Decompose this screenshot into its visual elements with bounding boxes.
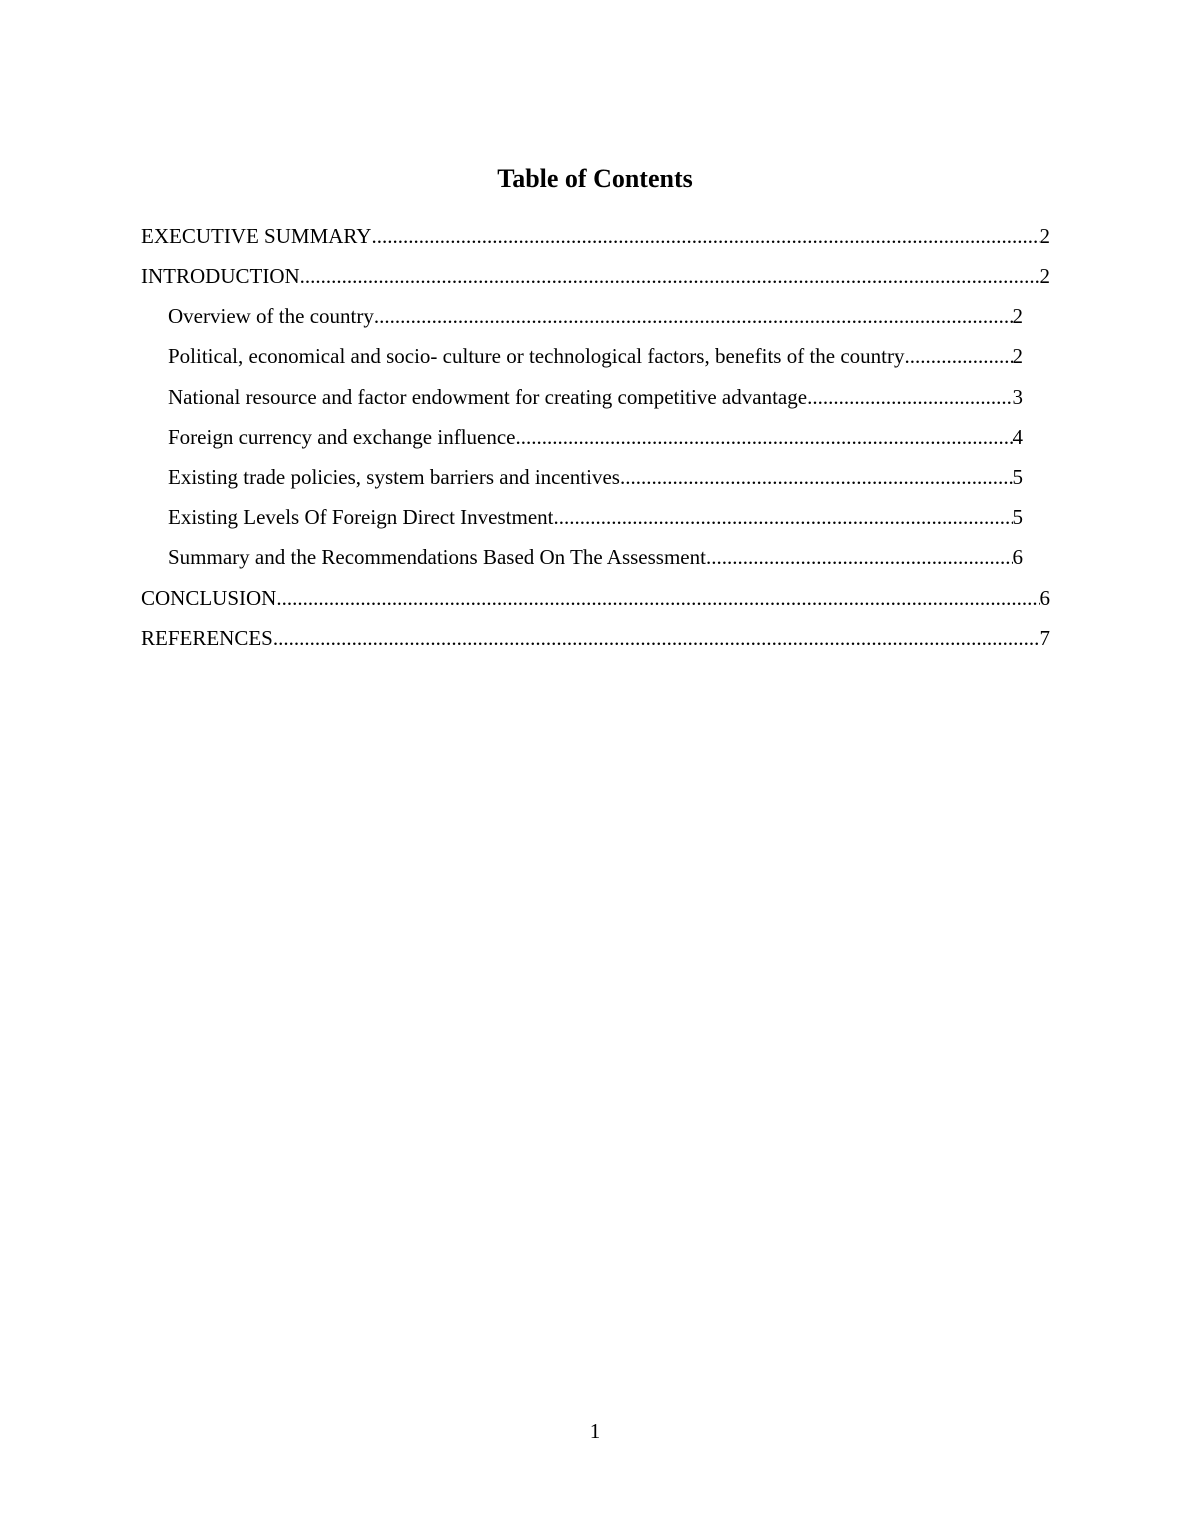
toc-entry-label: Overview of the country [168, 304, 374, 328]
toc-entry-fdi-levels[interactable] [168, 497, 1023, 537]
toc-entry-conclusion[interactable] [141, 578, 1050, 618]
toc-entry-page: 5 [1012, 465, 1023, 489]
toc-dot-leader [620, 457, 1013, 497]
toc-entry-label: Summary and the Recommendations Based On The Assessment [168, 545, 706, 569]
toc-entry-label: Foreign currency and exchange influence [168, 425, 516, 449]
toc-entry-summary-recommendations[interactable] [168, 537, 1023, 577]
toc-dot-leader [905, 336, 1013, 376]
toc-entry-label: Political, economical and socio- culture or technological factors, benefits of the country [168, 344, 905, 368]
toc-dot-leader [807, 377, 1012, 417]
toc-entry-page: 6 [1012, 545, 1023, 569]
page-number: 1 [589, 1419, 601, 1443]
toc-entry-page: 5 [1012, 505, 1023, 529]
toc-entry-page: 6 [1039, 586, 1050, 610]
toc-entry-page: 2 [1039, 264, 1050, 288]
toc-entry-label: Existing Levels Of Foreign Direct Investment [168, 505, 554, 529]
toc-entry-label: INTRODUCTION [141, 264, 300, 288]
toc-dot-leader [554, 497, 1013, 537]
toc-entry-page: 7 [1039, 626, 1050, 650]
toc-entry-pest-factors[interactable] [168, 336, 1023, 376]
toc-entry-references[interactable] [141, 618, 1050, 658]
toc-entry-page: 4 [1012, 425, 1023, 449]
toc-entry-page: 2 [1039, 224, 1050, 248]
toc-entry-national-resource[interactable] [168, 377, 1023, 417]
toc-dot-leader [276, 578, 1039, 618]
toc-dot-leader [374, 296, 1013, 336]
toc-entry-trade-policies[interactable] [168, 457, 1023, 497]
toc-entry-label: REFERENCES [141, 626, 273, 650]
toc-dot-leader [706, 537, 1013, 577]
toc-entry-page: 2 [1012, 344, 1023, 368]
toc-entry-page: 2 [1012, 304, 1023, 328]
toc-entry-label: National resource and factor endowment for creating competitive advantage [168, 385, 808, 409]
toc-entry-executive-summary[interactable] [141, 216, 1050, 256]
toc-entry-overview[interactable] [168, 296, 1023, 336]
toc-dot-leader [516, 417, 1013, 457]
toc-entry-introduction[interactable] [141, 256, 1050, 296]
toc-entry-page: 3 [1012, 385, 1023, 409]
toc-entry-label: EXECUTIVE SUMMARY [141, 224, 372, 248]
toc-entry-label: Existing trade policies, system barriers and incentives [168, 465, 620, 489]
toc-dot-leader [273, 618, 1040, 658]
toc-dot-leader [371, 216, 1039, 256]
page-title: Table of Contents [497, 164, 693, 193]
toc-entry-label: CONCLUSION [141, 586, 277, 610]
toc-entry-foreign-currency[interactable] [168, 417, 1023, 457]
toc-dot-leader [300, 256, 1040, 296]
